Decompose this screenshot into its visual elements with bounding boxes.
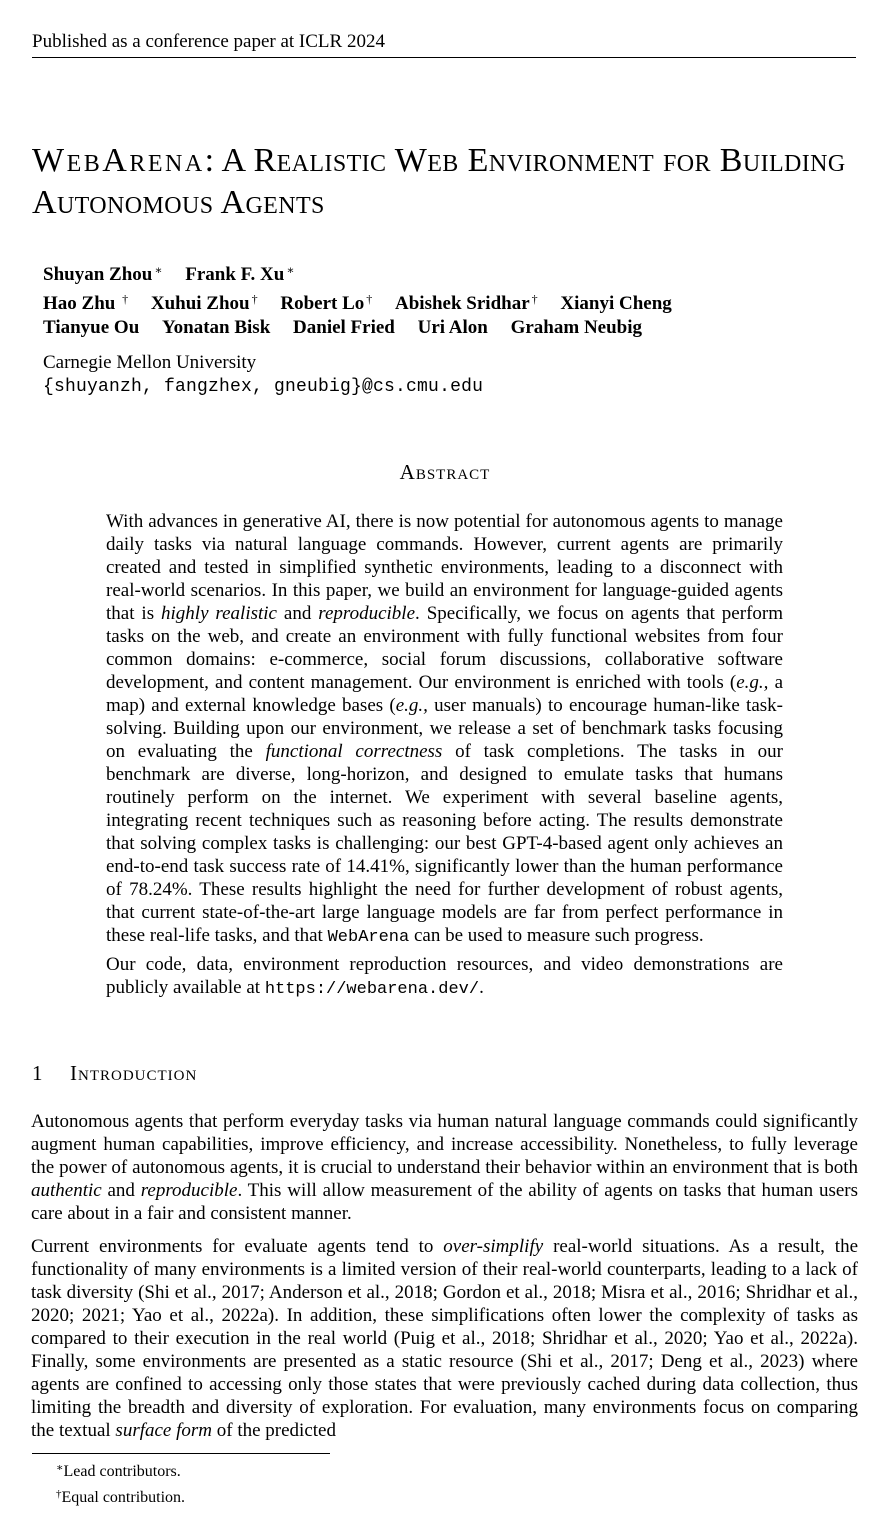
abstract-paragraph: Our code, data, environment reproduction resources, and video demonstrations are publicly available at https://webarena.dev/. bbox=[106, 954, 783, 999]
footnote: †Equal contribution. bbox=[56, 1488, 186, 1506]
author: Xuhui Zhou † bbox=[150, 292, 258, 314]
author: Tianyue Ou bbox=[43, 317, 140, 338]
author: Hao Zhu † bbox=[43, 292, 129, 314]
footnotes bbox=[56, 1457, 185, 1509]
author: Graham Neubig bbox=[510, 317, 643, 338]
paper-title bbox=[32, 140, 872, 224]
webarena-code-name: WebArena bbox=[327, 928, 410, 947]
body-paragraph: Autonomous agents that perform everyday tasks via human natural language commands could significantly augment human capabilities, improve efficiency, and increase accessibility. Nonetheless, to fully leverage the power of autonomous agents, it is crucial to understand their behavior within an environment that is both authentic and reproducible. This will allow measurement of the ability of agents on tasks that human users care about in a fair and consistent manner. bbox=[31, 1111, 858, 1224]
author: Shuyan Zhou ∗ bbox=[43, 263, 163, 285]
author: Daniel Fried bbox=[293, 317, 395, 338]
author: Robert Lo † bbox=[280, 292, 373, 314]
header-rule bbox=[32, 57, 856, 58]
footnote: ∗Lead contributors. bbox=[56, 1462, 181, 1480]
abstract-heading: Abstract bbox=[399, 460, 491, 484]
author-list bbox=[43, 258, 863, 340]
section-number: 1 bbox=[32, 1061, 44, 1085]
abstract-paragraph: With advances in generative AI, there is now potential for autonomous agents to manage daily tasks via natural language commands. However, current agents are primarily created and tested in simplified synthetic environments, leading to a disconnect with real-world scenarios. In this paper, we build an environment for language-guided agents that is highly realistic and reproducible. Specifically, we focus on agents that perform tasks on the web, and create an environment with fully functional websites from four common domains: e-commerce, social forum discussions, collaborative software development, and content management. Our environment is enriched with tools (e.g., a map) and external knowledge bases (e.g., user manuals) to encourage human-like task-solving. Building upon our environment, we release a set of benchmark tasks focusing on evaluating the functional correctness of task completions. The tasks in our benchmark are diverse, long-horizon, and designed to emulate tasks that humans routinely perform on the internet. We experiment with several baseline agents, integrating recent techniques such as reasoning before acting. The results demonstrate that solving complex tasks is challenging: our best GPT-4-based agent only achieves an end-to-end task success rate of 14.41%, significantly lower than the human performance of 78.24%. These results highlight the need for further development of robust agents, that current state-of-the-art large language models are far from perfect performance in these real-life tasks, and that WebArena can be used to measure such progress. bbox=[106, 511, 784, 947]
introduction-body bbox=[31, 1110, 858, 1442]
body-paragraph: Current environments for evaluate agents tend to over-simplify real-world situations. As a result, the functionality of many environments is a limited version of their real-world counterparts, leading to a lack of task diversity (Shi et al., 2017; Anderson et al., 2018; Gordon et al., 2018; Misra et al., 2016; Shridhar et al., 2020; 2021; Yao et al., 2022a). In addition, these simplifications often lower the complexity of tasks as compared to their execution in the real world (Puig et al., 2018; Shridhar et al., 2020; Yao et al., 2022a). Finally, some environments are presented as a static resource (Shi et al., 2017; Deng et al., 2023) where agents are confined to accessing only those states that were previously cached during data collection, thus limiting the breadth and diversity of exploration. For evaluation, many environments focus on comparing the textual surface form of the predicted bbox=[31, 1236, 859, 1441]
footnote-rule bbox=[32, 1453, 330, 1454]
title-rest: : A Realistic Web Environment for Building Autonomous Agents bbox=[32, 142, 846, 221]
title-system-name: WebArena bbox=[32, 142, 205, 179]
author-line-3 bbox=[43, 316, 863, 340]
affiliation: Carnegie Mellon University bbox=[43, 352, 257, 373]
section-title: Introduction bbox=[70, 1061, 198, 1085]
author: Abishek Sridhar † bbox=[395, 292, 538, 314]
abstract-body bbox=[106, 510, 783, 1001]
author: Xianyi Cheng bbox=[560, 293, 672, 314]
author: Uri Alon bbox=[417, 317, 488, 338]
author: Frank F. Xu ∗ bbox=[185, 263, 295, 285]
running-header: Published as a conference paper at ICLR 2024 bbox=[32, 31, 385, 52]
author-emails: {shuyanzh, fangzhex, gneubig}@cs.cmu.edu bbox=[43, 377, 484, 397]
section-heading-introduction bbox=[32, 1059, 197, 1087]
author-line-2 bbox=[43, 287, 863, 316]
author: Yonatan Bisk bbox=[162, 317, 271, 338]
project-url-link[interactable]: https://webarena.dev/ bbox=[264, 980, 480, 999]
author-line-1 bbox=[43, 258, 863, 287]
